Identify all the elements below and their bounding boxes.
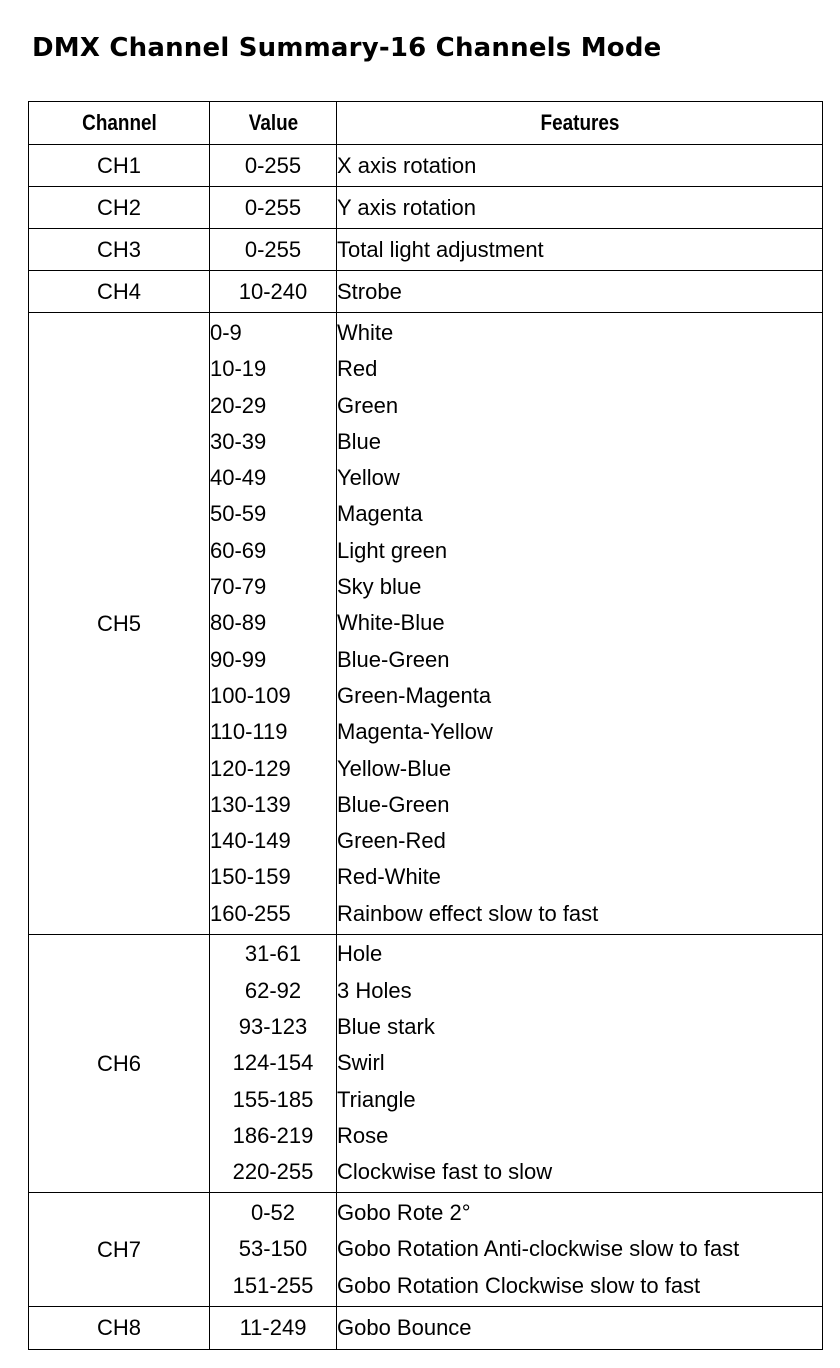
table-row-ch8 [29,1307,823,1350]
value-cell: 0-255 [210,187,337,229]
header-channel: Channel [41,102,197,145]
channel-cell: CH2 [29,187,210,229]
value-cell: 11-249 [210,1307,337,1350]
value-item: 155-185 [232,1086,314,1112]
feature-item: Triangle [337,1086,416,1112]
feature-cell: X axis rotation [337,145,823,187]
channel-cell: CH4 [29,271,210,313]
value-list [210,935,337,1193]
feature-item: White [337,319,394,345]
value-item: 40-49 [210,465,267,491]
value-cell: 0-255 [210,145,337,187]
feature-item: Blue-Green [337,791,450,817]
page-title: DMX Channel Summary-16 Channels Mode [32,33,662,63]
channel-cell: CH8 [29,1307,210,1350]
header-value: Value [218,102,327,145]
feature-item: Green-Red [337,828,446,854]
value-item: 120-129 [210,755,291,781]
table-header-row [29,102,823,145]
table-row-ch5 [29,313,823,935]
value-item: 150-159 [210,864,291,890]
feature-item: Gobo Rotation Anti-clockwise slow to fast [337,1236,740,1262]
value-item: 70-79 [210,574,267,600]
feature-item: Green-Magenta [337,682,492,708]
feature-item: Hole [337,941,383,967]
feature-item: Blue stark [337,1014,435,1040]
feature-cell: Total light adjustment [337,229,823,271]
feature-item: Clockwise fast to slow [337,1159,553,1185]
feature-item: Blue-Green [337,646,450,672]
feature-item: Red [337,356,378,382]
feature-item: Gobo Rote 2° [337,1200,471,1226]
feature-item: Rainbow effect slow to fast [337,900,599,926]
value-item: 124-154 [232,1050,314,1076]
value-item: 10-19 [210,356,267,382]
value-cell: 10-240 [210,271,337,313]
channel-cell: CH6 [29,935,210,1193]
feature-item: White-Blue [337,610,445,636]
feature-list [337,313,823,935]
feature-cell: Strobe [337,271,823,313]
table-row [29,187,823,229]
value-item: 62-92 [244,977,302,1003]
value-item: 140-149 [210,828,291,854]
value-item: 186-219 [232,1122,314,1148]
feature-item: Red-White [337,864,441,890]
feature-list [337,935,823,1193]
table-row [29,145,823,187]
feature-item: Blue [337,428,382,454]
table-row-ch6 [29,935,823,1193]
value-item: 110-119 [210,719,288,745]
value-item: 151-255 [232,1272,314,1298]
value-item: 50-59 [210,501,267,527]
feature-item: Green [337,392,399,418]
feature-item: Yellow-Blue [337,755,452,781]
value-item: 20-29 [210,392,267,418]
value-item: 100-109 [210,682,291,708]
feature-item: Yellow [337,465,400,491]
header-features: Features [371,102,789,145]
value-item: 160-255 [210,900,291,926]
value-item: 80-89 [210,610,267,636]
value-item: 93-123 [238,1014,308,1040]
feature-item: 3 Holes [337,977,412,1003]
feature-item: Gobo Rotation Clockwise slow to fast [337,1272,701,1298]
value-item: 130-139 [210,791,291,817]
feature-item: Magenta [337,501,423,527]
feature-item: Swirl [337,1050,385,1076]
channel-cell: CH5 [29,313,210,935]
value-item: 30-39 [210,428,267,454]
feature-cell: Y axis rotation [337,187,823,229]
value-item: 60-69 [210,537,267,563]
channel-cell: CH1 [29,145,210,187]
table-row-ch7 [29,1193,823,1307]
channel-cell: CH7 [29,1193,210,1307]
value-item: 220-255 [232,1159,314,1185]
value-item: 53-150 [238,1236,308,1262]
value-cell: 0-255 [210,229,337,271]
value-item: 0-9 [210,319,242,345]
value-item: 0-52 [250,1200,296,1226]
value-item: 90-99 [210,646,267,672]
value-list [210,1193,337,1307]
feature-item: Sky blue [337,574,422,600]
table-row [29,229,823,271]
feature-list [337,1193,823,1307]
feature-item: Rose [337,1122,389,1148]
feature-cell: Gobo Bounce [337,1307,823,1350]
dmx-channel-table [28,101,823,1350]
feature-item: Magenta-Yellow [337,719,493,745]
value-list [210,313,337,935]
channel-cell: CH3 [29,229,210,271]
table-row [29,271,823,313]
value-item: 31-61 [244,941,302,967]
feature-item: Light green [337,537,448,563]
